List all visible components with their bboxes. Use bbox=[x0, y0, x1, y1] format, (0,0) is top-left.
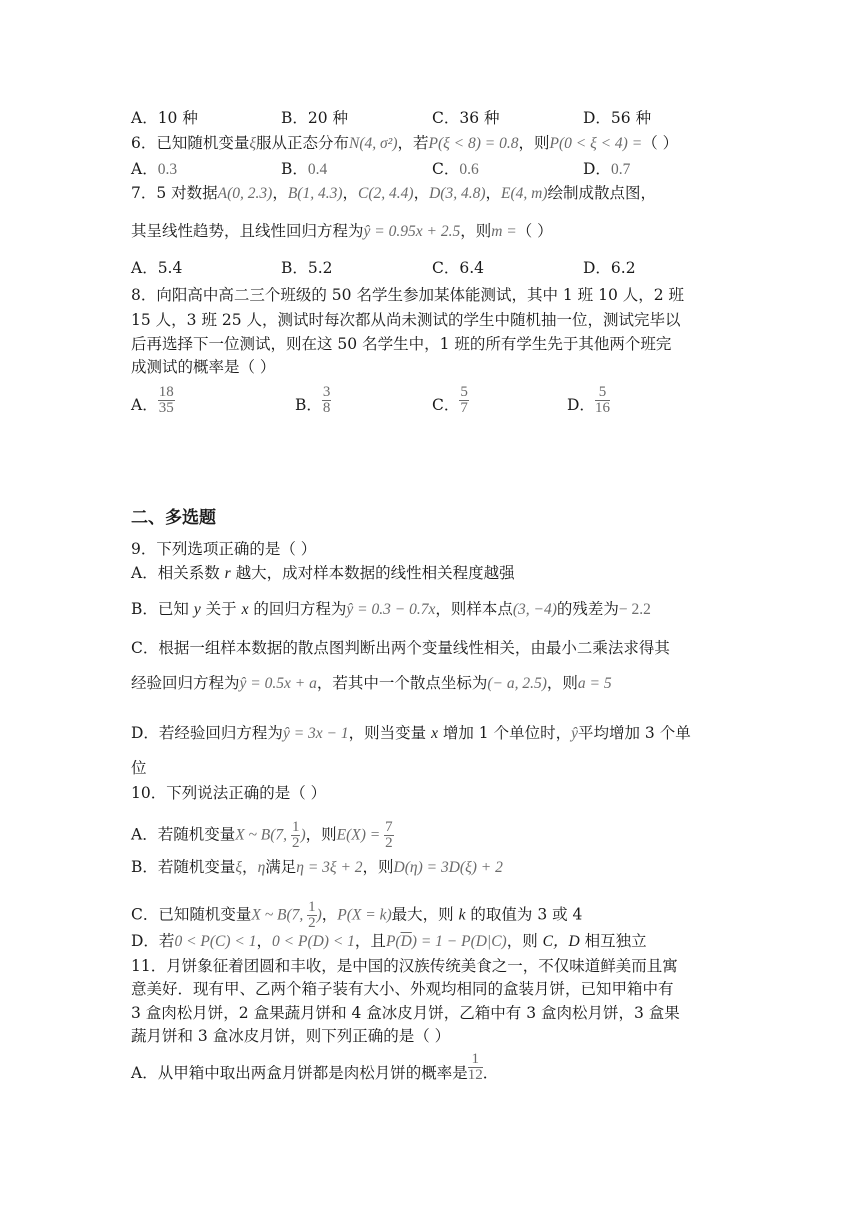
q5-option-d: D．56 种 bbox=[583, 109, 652, 127]
q7-point-e: E(4, m) bbox=[501, 185, 548, 202]
q9-c-equation: ŷ = 0.5x + a bbox=[239, 675, 317, 692]
q8-option-c: C． $\frac{5}{7}$ bbox=[432, 383, 468, 416]
q7-stem: 7．5 对数据A(0, 2.3)，B(1, 4.3)，C(2, 4.4)，D(3, 4.8)，E(4, m)绘制成散点图， bbox=[131, 184, 657, 202]
q10-option-b: B．若随机变量ξ，η满足η = 3ξ + 2，则D(η) = 3D(ξ) + 2 bbox=[131, 858, 503, 876]
q6-ask: P(0 < ξ < 4) = bbox=[549, 135, 643, 152]
section-title: 二、多选题 bbox=[131, 508, 216, 528]
q9-option-a: A．相关系数 r 越大，成对样本数据的线性相关程度越强 bbox=[131, 564, 515, 582]
q10-b-relation: η = 3ξ + 2 bbox=[296, 859, 363, 876]
q7-point-a: A(0, 2.3) bbox=[217, 185, 273, 202]
q7-option-b: B．5.2 bbox=[281, 259, 333, 277]
q6-option-c: C．0.6 bbox=[432, 160, 479, 178]
q8-line-1: 8．向阳高中高二三个班级的 50 名学生参加某体能测试，其中 1 班 10 人，2 班 bbox=[131, 286, 685, 304]
q6-stem: 6．已知随机变量ξ服从正态分布N(4, σ²)，若P(ξ < 8) = 0.8，则P(0 < ξ < 4) =（ ） bbox=[131, 134, 679, 152]
q9-b-point: (3, −4) bbox=[512, 601, 557, 618]
q9-b-value: − 2.2 bbox=[618, 601, 651, 618]
q5-option-a: A．10 种 bbox=[131, 109, 198, 127]
q8-line-4: 成测试的概率是（ ） bbox=[131, 358, 276, 376]
q7-equation: ŷ = 0.95x + 2.5 bbox=[363, 223, 461, 240]
q9-stem: 9．下列选项正确的是（ ） bbox=[131, 540, 317, 558]
q10-option-a: A．若随机变量X ~ B(7, $\frac{1}{2}$ )，则E(X) = $\frac{7}{2}$ bbox=[131, 819, 393, 851]
q8-line-2: 15 人，3 班 25 人，测试时每次都从尚未测试的学生中随机抽一位，测试完毕以 bbox=[131, 311, 681, 329]
q7-option-c: C．6.4 bbox=[432, 259, 485, 277]
q7-option-d: D．6.2 bbox=[583, 259, 636, 277]
q10-option-c: C．已知随机变量X ~ B(7, $\frac{1}{2}$ )，P(X = k)最大，则 k 的取值为 3 或 4 bbox=[131, 899, 583, 931]
q9-c-point: (− a, 2.5) bbox=[487, 675, 547, 692]
q7-option-a: A．5.4 bbox=[131, 259, 183, 277]
q9-option-c-line2: 经验回归方程为ŷ = 0.5x + a，若其中一个散点坐标为(− a, 2.5)，则a = 5 bbox=[131, 674, 612, 692]
q10-b-result: D(η) = 3D(ξ) + 2 bbox=[393, 859, 503, 876]
q11-line-4: 蔬月饼和 3 盒冰皮月饼，则下列正确的是（ ） bbox=[131, 1027, 451, 1045]
q7-stem-line2: 其呈线性趋势，且线性回归方程为ŷ = 0.95x + 2.5，则m =（ ） bbox=[131, 222, 553, 240]
q8-option-b: B． $\frac{3}{8}$ bbox=[295, 383, 331, 416]
q9-option-b: B．已知 y 关于 x 的回归方程为ŷ = 0.3 − 0.7x，则样本点(3, −4)的残差为− 2.2 bbox=[131, 600, 651, 618]
q10-stem: 10．下列说法正确的是（ ） bbox=[131, 784, 327, 802]
q9-option-d-line2: 位 bbox=[131, 759, 147, 777]
q7-point-d: D(3, 4.8) bbox=[429, 185, 486, 202]
q6-distribution: N(4, σ²) bbox=[349, 135, 398, 152]
q11-line-3: 3 盒肉松月饼，2 盒果蔬月饼和 4 盒冰皮月饼，乙箱中有 3 盒肉松月饼，3 盒果 bbox=[131, 1004, 680, 1022]
q6-option-b: B．0.4 bbox=[281, 160, 328, 178]
q10-option-d: D．若0 < P(C) < 1，0 < P(D) < 1，且$P(\overline{D}) = 1 - P(D|C)$，则 C，D 相互独立 bbox=[131, 932, 647, 950]
q7-point-b: B(1, 4.3) bbox=[287, 185, 343, 202]
q9-c-result: a = 5 bbox=[577, 675, 612, 692]
q8-option-a: A． $\frac{18}{35}$ bbox=[131, 383, 174, 416]
q5-option-c: C．36 种 bbox=[432, 109, 500, 127]
q11-line-2: 意美好．现有甲、乙两个箱子装有大小、外观均相同的盒装月饼，已知甲箱中有 bbox=[131, 980, 674, 998]
q6-option-a: A．0.3 bbox=[131, 160, 178, 178]
q5-option-b: B．20 种 bbox=[281, 109, 349, 127]
q11-option-a: A．从甲箱中取出两盒月饼都是肉松月饼的概率是 $\frac{1}{12}$ ． bbox=[131, 1050, 499, 1083]
q6-condition: P(ξ < 8) = 0.8 bbox=[428, 135, 519, 152]
q6-option-d: D．0.7 bbox=[583, 160, 631, 178]
q11-line-1: 11．月饼象征着团圆和丰收，是中国的汉族传统美食之一，不仅味道鲜美而且寓 bbox=[131, 957, 678, 975]
q9-b-equation: ŷ = 0.3 − 0.7x bbox=[346, 601, 436, 618]
q8-line-3: 后再选择下一位测试，则在这 50 名学生中，1 班的所有学生先于其他两个班完 bbox=[131, 335, 672, 353]
q9-option-c-line1: C．根据一组样本数据的散点图判断出两个变量线性相关，由最小二乘法求得其 bbox=[131, 639, 670, 657]
q9-option-d: D．若经验回归方程为ŷ = 3x − 1，则当变量 x 增加 1 个单位时，ŷ平均增加 3 个单 bbox=[131, 724, 691, 742]
q9-d-equation: ŷ = 3x − 1 bbox=[282, 725, 349, 742]
q8-option-d: D． $\frac{5}{16}$ bbox=[567, 383, 610, 416]
q7-point-c: C(2, 4.4) bbox=[358, 185, 414, 202]
